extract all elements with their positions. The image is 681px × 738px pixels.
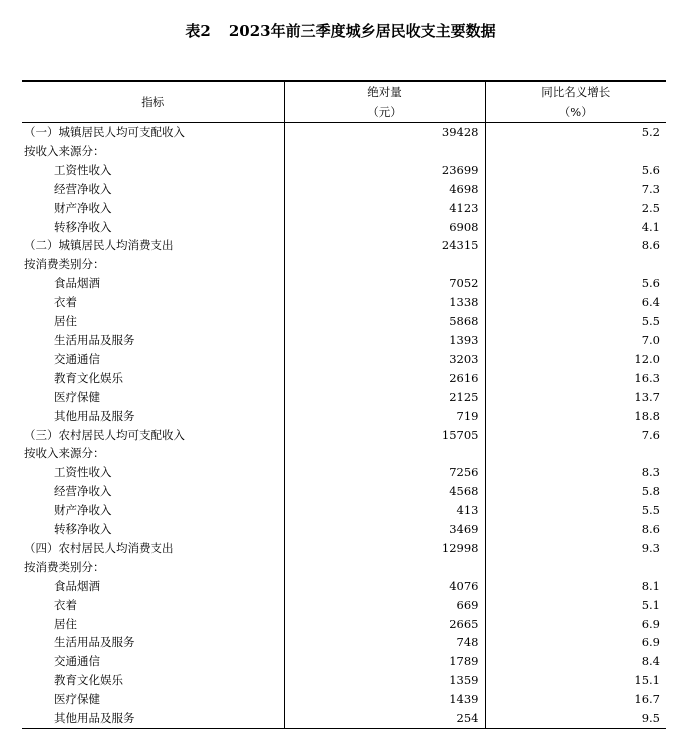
header-indicator: 指标 [22,81,284,123]
row-absolute-value: 1789 [284,652,485,671]
table-row [22,633,666,652]
row-absolute-value [284,255,485,274]
row-absolute-value: 4698 [284,180,485,199]
page-title [0,20,681,42]
row-absolute-value: 7052 [284,274,485,293]
row-indicator: （一）城镇居民人均可支配收入 [24,125,185,139]
row-absolute-value: 15705 [284,426,485,445]
row-growth-value: 8.3 [485,463,666,482]
row-absolute-value [284,142,485,161]
header-growth-unit: （%） [485,102,666,123]
header-absolute-unit: （元） [284,102,485,123]
row-indicator: 按消费类别分： [24,559,105,574]
row-absolute-value [284,444,485,463]
row-indicator: 食品烟酒 [54,578,100,593]
row-absolute-value: 3469 [284,520,485,539]
row-growth-value: 13.7 [485,388,666,407]
row-absolute-value: 669 [284,596,485,615]
table-row [22,482,666,501]
table-row [22,236,666,255]
row-growth-value: 6.9 [485,615,666,634]
table-row [22,577,666,596]
row-growth-value: 16.7 [485,690,666,709]
row-growth-value: 5.2 [485,123,666,142]
row-indicator: 工资性收入 [54,162,112,177]
row-indicator: 居住 [54,616,77,631]
row-absolute-value [284,558,485,577]
row-growth-value: 16.3 [485,369,666,388]
table-row [22,501,666,520]
row-absolute-value: 1359 [284,671,485,690]
table-row [22,331,666,350]
table-row [22,218,666,237]
row-growth-value: 5.5 [485,501,666,520]
table-number: 表2 [185,22,211,40]
header-absolute: 绝对量 [284,81,485,102]
row-indicator: 财产净收入 [54,503,112,518]
table-row [22,123,666,142]
table-row [22,463,666,482]
row-absolute-value: 4123 [284,199,485,218]
row-growth-value: 9.3 [485,539,666,558]
row-indicator: （四）农村居民人均消费支出 [24,540,174,555]
table-row [22,388,666,407]
row-growth-value: 6.4 [485,293,666,312]
table-row [22,652,666,671]
row-absolute-value: 7256 [284,463,485,482]
row-growth-value: 8.6 [485,236,666,255]
row-absolute-value: 12998 [284,539,485,558]
row-indicator: 生活用品及服务 [54,635,135,650]
row-absolute-value: 1439 [284,690,485,709]
row-growth-value [485,142,666,161]
row-indicator: 转移净收入 [54,219,112,234]
row-growth-value: 18.8 [485,407,666,426]
row-absolute-value: 1338 [284,293,485,312]
row-indicator: 居住 [54,314,77,329]
row-growth-value: 5.8 [485,482,666,501]
row-growth-value: 7.3 [485,180,666,199]
row-growth-value: 12.0 [485,350,666,369]
row-growth-value: 2.5 [485,199,666,218]
row-growth-value: 8.4 [485,652,666,671]
table-row [22,274,666,293]
table-title-text: 2023年前三季度城乡居民收支主要数据 [228,22,496,40]
header-growth: 同比名义增长 [485,81,666,102]
row-indicator: （三）农村居民人均可支配收入 [24,427,185,442]
table-row [22,709,666,728]
row-growth-value: 5.5 [485,312,666,331]
row-indicator: 经营净收入 [54,484,112,499]
row-growth-value: 8.6 [485,520,666,539]
row-indicator: 财产净收入 [54,200,112,215]
row-indicator: （二）城镇居民人均消费支出 [24,238,174,253]
table-body [22,123,666,729]
row-absolute-value: 1393 [284,331,485,350]
table-row [22,293,666,312]
row-indicator: 生活用品及服务 [54,332,135,347]
row-absolute-value: 39428 [284,123,485,142]
row-indicator: 衣着 [54,597,77,612]
row-absolute-value: 748 [284,633,485,652]
table-row [22,444,666,463]
row-absolute-value: 23699 [284,161,485,180]
row-indicator: 教育文化娱乐 [54,370,123,385]
row-indicator: 其他用品及服务 [54,408,135,423]
row-indicator: 食品烟酒 [54,276,100,291]
row-growth-value: 7.6 [485,426,666,445]
row-absolute-value: 3203 [284,350,485,369]
row-absolute-value: 2616 [284,369,485,388]
row-absolute-value: 4568 [284,482,485,501]
table-row [22,369,666,388]
table-row [22,596,666,615]
row-absolute-value: 2665 [284,615,485,634]
row-growth-value: 5.1 [485,596,666,615]
table-header [22,81,666,123]
table-row [22,161,666,180]
table-row [22,520,666,539]
row-indicator: 医疗保健 [54,389,100,404]
row-indicator: 衣着 [54,295,77,310]
table-row [22,690,666,709]
row-absolute-value: 24315 [284,236,485,255]
row-absolute-value: 6908 [284,218,485,237]
row-absolute-value: 254 [284,709,485,728]
row-indicator: 经营净收入 [54,181,112,196]
row-growth-value: 5.6 [485,274,666,293]
row-indicator: 其他用品及服务 [22,709,284,728]
table-row [22,558,666,577]
row-growth-value: 4.1 [485,218,666,237]
table-row [22,615,666,634]
row-growth-value: 6.9 [485,633,666,652]
row-indicator: 按消费类别分： [24,257,105,272]
row-growth-value: 7.0 [485,331,666,350]
row-absolute-value: 4076 [284,577,485,596]
table-row [22,350,666,369]
table-row [22,142,666,161]
row-indicator: 按收入来源分： [24,446,105,461]
row-growth-value: 9.5 [485,709,666,728]
row-absolute-value: 5868 [284,312,485,331]
row-indicator: 转移净收入 [54,522,112,537]
table-row [22,255,666,274]
table-row [22,407,666,426]
row-absolute-value: 413 [284,501,485,520]
table-row [22,671,666,690]
table-row [22,426,666,445]
row-indicator: 医疗保健 [54,692,100,707]
row-absolute-value: 2125 [284,388,485,407]
row-growth-value: 5.6 [485,161,666,180]
row-growth-value [485,558,666,577]
row-indicator: 按收入来源分： [24,143,105,158]
table-row [22,199,666,218]
row-indicator: 教育文化娱乐 [54,673,123,688]
table-row [22,539,666,558]
table-row [22,180,666,199]
row-growth-value [485,444,666,463]
income-expenditure-table [22,80,666,729]
row-indicator: 工资性收入 [54,465,112,480]
row-growth-value: 15.1 [485,671,666,690]
row-growth-value [485,255,666,274]
row-growth-value: 8.1 [485,577,666,596]
row-indicator: 交通通信 [54,654,100,669]
row-indicator: 交通通信 [54,351,100,366]
row-absolute-value: 719 [284,407,485,426]
table-row [22,312,666,331]
